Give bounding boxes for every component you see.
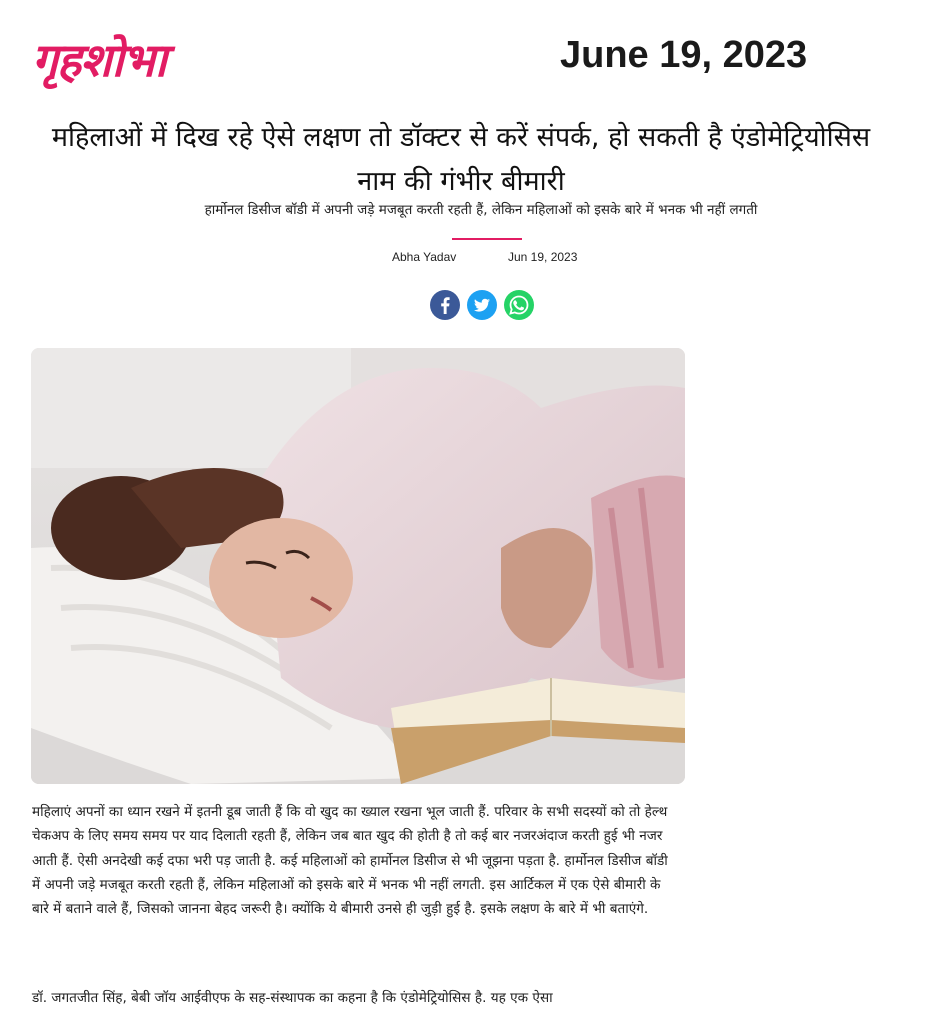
article-subtitle: हार्मोनल डिसीज बॉडी में अपनी जड़े मजबूत करती रहती हैं, लेकिन महिलाओं को इसके बारे में भनक भी नहीं लगती [204, 202, 758, 218]
publish-date: Jun 19, 2023 [508, 250, 578, 264]
whatsapp-icon [504, 290, 534, 320]
whatsapp-share-button[interactable] [504, 290, 534, 320]
facebook-share-button[interactable] [430, 290, 460, 320]
woman-lying-illustration [31, 348, 685, 784]
title-divider [452, 238, 522, 240]
twitter-icon [467, 290, 497, 320]
brand-logo[interactable] [32, 28, 252, 92]
twitter-share-button[interactable] [467, 290, 497, 320]
logo-text: गृहशोभा [32, 33, 166, 87]
article-paragraph: महिलाएं अपनों का ध्यान रखने में इतनी डूब जाती हैं कि वो खुद का ख्याल रखना भूल जाती हैं. परिवार के सभी सदस्यों को तो हेल्थ चेकअप के लिए समय समय पर याद दिलाती रहती हैं, लेकिन जब बात खुद की होती है तो कई बार नजरअंदाज करती हुई भी नजर आती हैं. ऐसी अनदेखी कई दफा भरी पड़ जाती है. कई महिलाओं को हार्मोनल डिसीज से भी जूझना पड़ता है. हार्मोनल डिसीज बॉडी में अपनी जड़े मजबूत करती रहती हैं, लेकिन महिलाओं को इसके बारे में भनक भी नहीं लगती. इस आर्टिकल में एक ऐसे बीमारी के बारे में बताने वाले हैं, जिसको जानना बेहद जरूरी है। क्योंकि ये बीमारी उनसे ही जुड़ी हुई है. इसके लक्षण के बारे में भी बताएंगे. [32, 804, 668, 918]
hero-image [31, 348, 685, 784]
facebook-icon [430, 290, 460, 320]
article-paragraph: डॉ. जगतजीत सिंह, बेबी जॉय आईवीएफ के सह-संस्थापक का कहना है कि एंडोमेट्रियोसिस है. यह एक ऐसा [32, 990, 553, 1006]
author-name[interactable]: Abha Yadav [392, 250, 457, 264]
article-title: महिलाओं में दिख रहे ऐसे लक्षण तो डॉक्टर से करें संपर्क, हो सकती है एंडोमेट्रियोसिस नाम की गंभीर बीमारी [51, 122, 871, 197]
header-date: June 19, 2023 [560, 34, 808, 76]
